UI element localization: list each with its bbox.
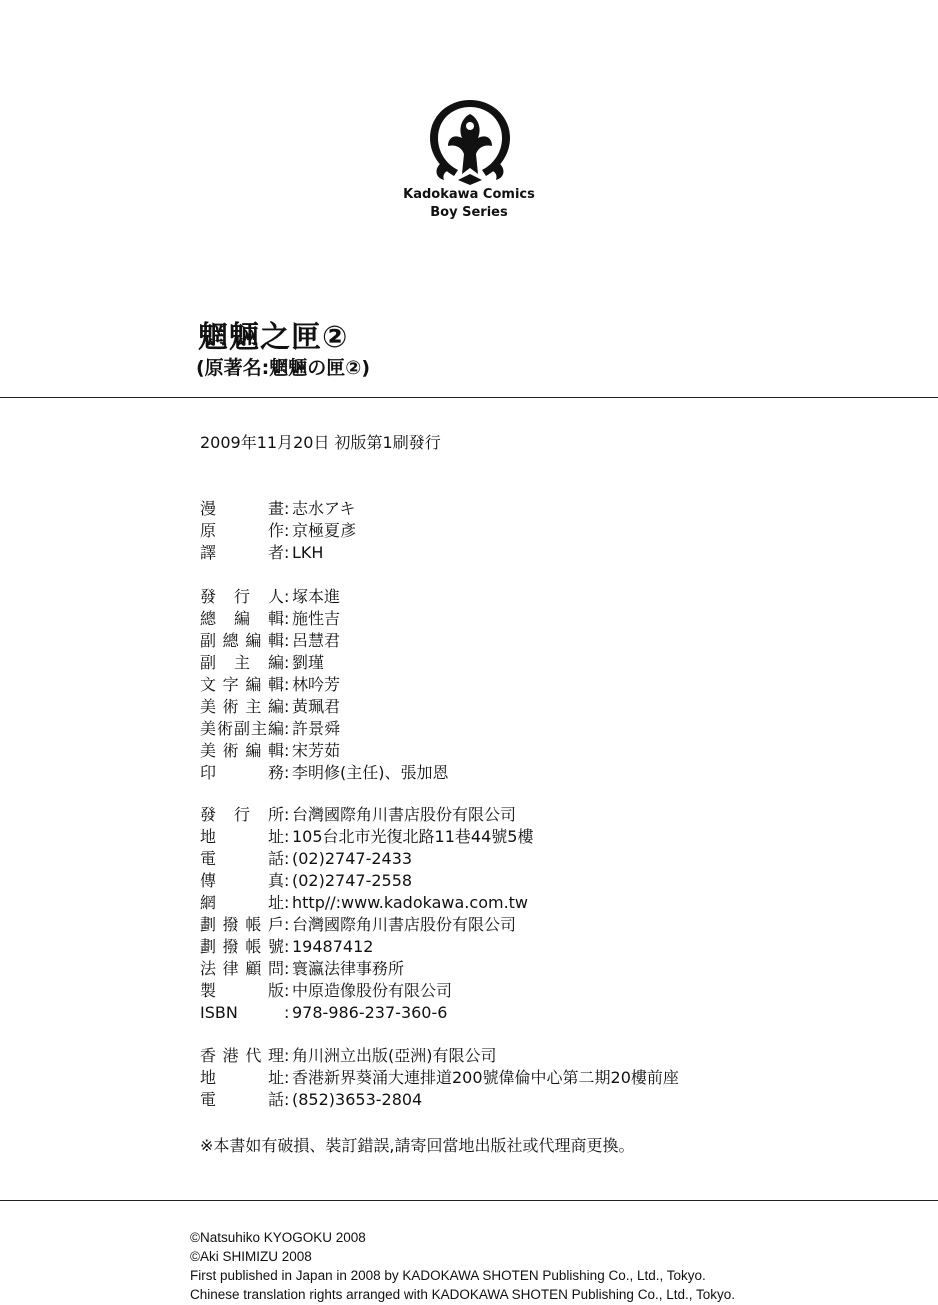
credit-label: 劃撥帳戶 bbox=[200, 915, 284, 934]
credit-separator: : bbox=[284, 915, 290, 934]
credit-row bbox=[200, 804, 533, 826]
imprint-line-2: Boy Series bbox=[430, 205, 508, 220]
credit-separator: : bbox=[284, 587, 290, 606]
credit-value: 志水アキ bbox=[292, 499, 356, 518]
credit-separator: : bbox=[284, 609, 290, 628]
credit-value: 寰瀛法律事務所 bbox=[292, 959, 405, 978]
credit-row bbox=[200, 498, 356, 520]
credit-separator: : bbox=[284, 675, 290, 694]
credit-row bbox=[200, 1045, 679, 1067]
copyright-line: ©Aki SHIMIZU 2008 bbox=[190, 1249, 312, 1264]
credit-label: 原作 bbox=[200, 521, 284, 540]
credit-label: 發行所 bbox=[200, 805, 284, 824]
credit-separator: : bbox=[284, 1090, 290, 1109]
credit-separator: : bbox=[284, 959, 290, 978]
credit-separator: : bbox=[284, 849, 290, 868]
credit-label: 印務 bbox=[200, 763, 284, 782]
credits-group-staff bbox=[200, 498, 356, 564]
credit-separator: : bbox=[284, 805, 290, 824]
credit-separator: : bbox=[284, 1003, 290, 1022]
divider-bottom bbox=[0, 1200, 938, 1201]
credit-separator: : bbox=[284, 543, 290, 562]
credit-value: (852)3653-2804 bbox=[292, 1090, 423, 1109]
credit-value: 19487412 bbox=[292, 937, 374, 956]
credit-label: 地址 bbox=[200, 827, 284, 846]
credit-label: ISBN bbox=[200, 1003, 238, 1022]
credit-value: 台灣國際角川書店股份有限公司 bbox=[292, 915, 517, 934]
credit-label: 美術副主編 bbox=[200, 719, 284, 738]
credit-label: 文字編輯 bbox=[200, 675, 284, 694]
credit-separator: : bbox=[284, 981, 290, 1000]
credit-row bbox=[200, 630, 449, 652]
credit-row bbox=[200, 762, 449, 784]
credit-separator: : bbox=[284, 1046, 290, 1065]
credit-value: 塚本進 bbox=[292, 587, 341, 606]
credit-separator: : bbox=[284, 499, 290, 518]
credit-label: 劃撥帳號 bbox=[200, 937, 284, 956]
credit-row bbox=[200, 848, 533, 870]
credit-value: (02)2747-2433 bbox=[292, 849, 413, 868]
credit-row bbox=[200, 542, 356, 564]
credits-group-hk-agent bbox=[200, 1045, 679, 1111]
credit-row bbox=[200, 826, 533, 848]
credit-value: (02)2747-2558 bbox=[292, 871, 413, 890]
credit-label: 譯者 bbox=[200, 543, 284, 562]
credit-row bbox=[200, 696, 449, 718]
credit-value: http//:www.kadokawa.com.tw bbox=[292, 893, 529, 912]
credit-label: 副總編輯 bbox=[200, 631, 284, 650]
imprint-label bbox=[369, 186, 569, 222]
damage-notice: ※本書如有破損、裝訂錯誤,請寄回當地出版社或代理商更換。 bbox=[200, 1136, 635, 1155]
credit-separator: : bbox=[284, 653, 290, 672]
copyright-line: First published in Japan in 2008 by KADOKAWA SHOTEN Publishing Co., Ltd., Tokyo. bbox=[190, 1268, 706, 1283]
credit-label: 電話 bbox=[200, 849, 284, 868]
credit-row bbox=[200, 980, 533, 1002]
credit-value: 黃珮君 bbox=[292, 697, 341, 716]
publication-date: 2009年11月20日 初版第1刷發行 bbox=[200, 433, 441, 452]
copyright-line: Chinese translation rights arranged with KADOKAWA SHOTEN Publishing Co., Ltd., Tokyo. bbox=[190, 1287, 735, 1302]
credit-label: 總編輯 bbox=[200, 609, 284, 628]
credit-label: 傳真 bbox=[200, 871, 284, 890]
credit-label: 美術主編 bbox=[200, 697, 284, 716]
credit-row bbox=[200, 1089, 679, 1111]
credit-row bbox=[200, 674, 449, 696]
credit-label: 網址 bbox=[200, 893, 284, 912]
credit-label: 發行人 bbox=[200, 587, 284, 606]
credit-value: LKH bbox=[292, 543, 324, 562]
credit-label: 製版 bbox=[200, 981, 284, 1000]
credit-separator: : bbox=[284, 871, 290, 890]
credit-value: 香港新界葵涌大連排道200號偉倫中心第二期20樓前座 bbox=[292, 1068, 679, 1087]
imprint-line-1: Kadokawa Comics bbox=[403, 187, 535, 202]
credit-row bbox=[200, 520, 356, 542]
credit-label: 漫畫 bbox=[200, 499, 284, 518]
credit-separator: : bbox=[284, 1068, 290, 1087]
copyright-block bbox=[190, 1228, 735, 1304]
credit-row bbox=[200, 608, 449, 630]
credit-row bbox=[200, 740, 449, 762]
credit-row bbox=[200, 652, 449, 674]
credit-row bbox=[200, 1067, 679, 1089]
divider-top bbox=[0, 397, 938, 398]
credit-label: 地址 bbox=[200, 1068, 284, 1087]
credit-value: 978-986-237-360-6 bbox=[292, 1003, 448, 1022]
credit-value: 中原造像股份有限公司 bbox=[292, 981, 453, 1000]
credit-separator: : bbox=[284, 937, 290, 956]
credit-separator: : bbox=[284, 741, 290, 760]
credit-row bbox=[200, 718, 449, 740]
phoenix-logo-icon bbox=[418, 94, 522, 186]
credit-separator: : bbox=[284, 521, 290, 540]
book-title: 魍魎之匣② bbox=[198, 320, 349, 355]
credit-value: 角川洲立出版(亞洲)有限公司 bbox=[292, 1046, 497, 1065]
credit-row bbox=[200, 892, 533, 914]
credit-label: 法律顧問 bbox=[200, 959, 284, 978]
credit-separator: : bbox=[284, 827, 290, 846]
credit-row bbox=[200, 1002, 533, 1024]
credit-label: 香港代理 bbox=[200, 1046, 284, 1065]
credit-row bbox=[200, 870, 533, 892]
credit-value: 京極夏彥 bbox=[292, 521, 357, 540]
credits-group-editorial bbox=[200, 586, 449, 784]
credit-label: 電話 bbox=[200, 1090, 284, 1109]
credit-value: 許景舜 bbox=[292, 719, 341, 738]
credit-value: 呂慧君 bbox=[292, 631, 341, 650]
credit-separator: : bbox=[284, 697, 290, 716]
credit-label: 副主編 bbox=[200, 653, 284, 672]
credit-row bbox=[200, 936, 533, 958]
credit-value: 李明修(主任)、張加恩 bbox=[292, 763, 449, 782]
credit-value: 台灣國際角川書店股份有限公司 bbox=[292, 805, 517, 824]
credit-value: 105台北市光復北路11巷44號5樓 bbox=[292, 827, 534, 846]
credit-row bbox=[200, 586, 449, 608]
credits-group-publisher bbox=[200, 804, 533, 1024]
credit-separator: : bbox=[284, 763, 290, 782]
credit-row bbox=[200, 958, 533, 980]
credit-value: 施性吉 bbox=[292, 609, 341, 628]
credit-value: 林吟芳 bbox=[292, 675, 341, 694]
original-title: (原著名:魍魎の匣②) bbox=[196, 357, 371, 379]
credit-separator: : bbox=[284, 893, 290, 912]
credit-value: 宋芳茹 bbox=[292, 741, 341, 760]
credit-row bbox=[200, 914, 533, 936]
credit-value: 劉瑾 bbox=[292, 653, 325, 672]
copyright-line: ©Natsuhiko KYOGOKU 2008 bbox=[190, 1230, 366, 1245]
credit-label: 美術編輯 bbox=[200, 741, 284, 760]
credit-separator: : bbox=[284, 631, 290, 650]
credit-separator: : bbox=[284, 719, 290, 738]
